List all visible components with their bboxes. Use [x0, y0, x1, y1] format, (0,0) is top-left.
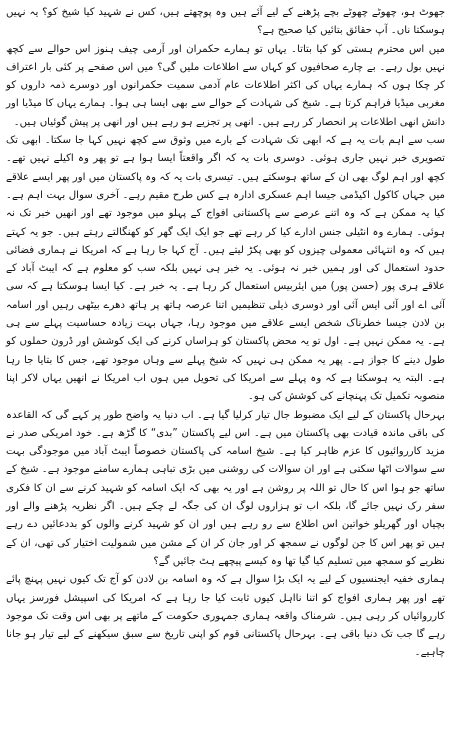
article-paragraph-3: سب سے اہم بات یہ ہے کہ ابھی تک شہادت کے بارے میں وثوق سے کچھ نہیں کہا جا سکتا۔ ابھی تک تصویری خبر نہیں جاری ہوئی۔ دوسری بات یہ کہ اگر واقعتاً ایسا ہوا ہے تو پھر وہ اکیلے نہیں تھے۔ کچھ اور اہم لوگ بھی ان کے ساتھ ہوسکتے ہیں۔ تیسری بات یہ کہ وہ پاکستان میں اور پھر ایسے علاقے میں جہاں کاکول اکیڈمی جیسا اہم عسکری ادارہ ہے کس طرح مقیم رہے۔ آخری سوال بہت اہم ہے۔ کیا یہ ممکن ہے کہ وہ اتنے عرصے سے پاکستانی افواج کے پہلو میں موجود تھے اور انھیں خبر تک نہ ہوئی۔ ہمارے وہ انٹیلی جنس ادارے کیا کر رہے تھے جو ایک ایک گھر کو کھنگالتے رہتے ہیں۔ جو یہ کہتے ہیں کہ وہ انتہائی معمولی چیزوں کو بھی پکڑ لیتے ہیں۔ آج کہا جا رہا ہے کہ امریکا نے ہماری فضائی حدود استعمال کی اور ہمیں خبر نہ ہوئی۔ یہ خبر ہی نہیں بلکہ سب کو معلوم ہے کہ ایبٹ آباد کے علاقے ہری پور (حسن پور) میں ایئربیس استعمال کر رہا ہے۔ یہ خبر ہے۔ کیا ایسا ہوسکتا ہے کہ سی آئی اے اور آئی ایس آئی اور دوسری ذیلی تنظیمیں اتنا عرصہ ہاتھ پر ہاتھ دھرے بیٹھی رہیں اور اسامہ بن لادن جیسا خطرناک شخص ایسے علاقے میں موجود رہا، جہاں بہت زیادہ حساسیت پہلے سے ہی ہے۔ یہ ممکن نہیں ہے۔ اول تو یہ محض پاکستان کو ہراساں کرنے کی ایک کوشش اور ڈرون حملوں کو طول دینے کا جواز ہے۔ پھر یہ ممکن ہی نہیں کہ شیخ پہلے سے وہاں موجود تھے، جس کا بتایا جا رہا ہے۔ البتہ یہ ہوسکتا ہے کہ وہ پہلے سے امریکا کی تحویل میں ہوں اب امریکا نے انھیں یہاں لاکر اپنا منصوبہ تکمیل تک پہنچانے کی کوشش کی ہو۔ [6, 135, 445, 403]
article-paragraph-5: ہماری خفیہ ایجنسیوں کے لیے یہ ایک بڑا سوال ہے کہ وہ اسامہ بن لادن کو آج تک کیوں نہیں پہنچ پائے تھے اور پھر ہماری افواج کو اتنا نااہل کیوں ثابت کیا جا رہا ہے کہ امریکا کی اسپیشل فورسز یہاں کارروائیاں کر رہی ہیں۔ شرمناک واقعہ ہماری جمہوری حکومت کے ماتھے پر بھی اس وقت تک موجود رہے گا جب تک دنیا باقی ہے۔ بہرحال پاکستانی قوم کو اپنی تاریخ سے سبق سیکھنے کے لیے تیار ہو جانا چاہیے۔ [6, 574, 445, 659]
article-paragraph-1: جھوٹ ہو، چھوٹے چھوٹے بچے پڑھنے کے لیے آئے ہیں وہ پوچھتے ہیں، کس نے شہید کیا شیخ کو؟ یہ نہیں ہوسکتا ناں۔ آپ حقائق بتائیں کیا صحیح ہے؟ [6, 7, 445, 37]
article-paragraph-4: بہرحال پاکستان کے لیے ایک مضبوط جال تیار کرلیا گیا ہے۔ اب دنیا یہ واضح طور پر کہے گی کہ القاعدہ کی باقی ماندہ قیادت بھی پاکستان میں ہے۔ اس لیے پاکستان ”بدی“ کا گڑھ ہے۔ خود امریکی صدر نے مزید کارروائیوں کا عزم ظاہر کیا ہے۔ شیخ اسامہ کی پاکستان خصوصاً ایبٹ آباد میں موجودگی بہت سے سوالات اٹھا سکتی ہے اور ان سوالات کی روشنی میں بڑی تباہی ہمارے سامنے موجود ہے۔ شیخ کے ساتھ جو ہوا اس کا حال تو اللہ پر روشن ہے اور یہ بھی کہ ایک اسامہ کو شہید کرنے سے ان کا فکری سفر رک نہیں جائے گا، بلکہ اب تو ہزاروں لوگ ان کی جگہ لے چکے ہیں۔ اگر نظریہ پڑھنے والے اور بچیاں اور گھریلو خواتین اس اطلاع سے رو رہے ہیں اور ان کو شہید کرنے والوں کو بددعائیں دے رہے ہیں تو پھر اس کا جن لوگوں نے سمجھ کر اور جان کر ان کے مشن میں شمولیت اختیار کی تھی، ان کے نظریے کو سمجھ میں تسلیم کیا گیا تھا وہ کیسے پیچھے ہٹ جائیں گے؟ [6, 409, 445, 567]
article-paragraph-2: میں اس محترم ہستی کو کیا بتاتا۔ یہاں تو ہمارے حکمران اور آرمی چیف ہنوز اس حوالے سے کچھ نہیں بول رہے۔ بے چارے صحافیوں کو کہاں سے اطلاعات ملیں گی؟ میں اس صفحے پر کئی بار اعتراف کر چکا ہوں کہ ہمارے یہاں کی اکثر اطلاعات عام آدمی سمیت حکمرانوں اور دوسرے ذمہ داروں کو مغربی میڈیا فراہم کرتا ہے۔ شیخ کی شہادت کے حوالے سے بھی ایسا ہی ہوا۔ ہمارے یہاں کا میڈیا اور دانش انھی اطلاعات پر انحصار کر رہے ہیں۔ انھی پر تجزیے ہو رہے ہیں اور انھی پر پیش گوئیاں ہیں۔ [6, 43, 445, 128]
